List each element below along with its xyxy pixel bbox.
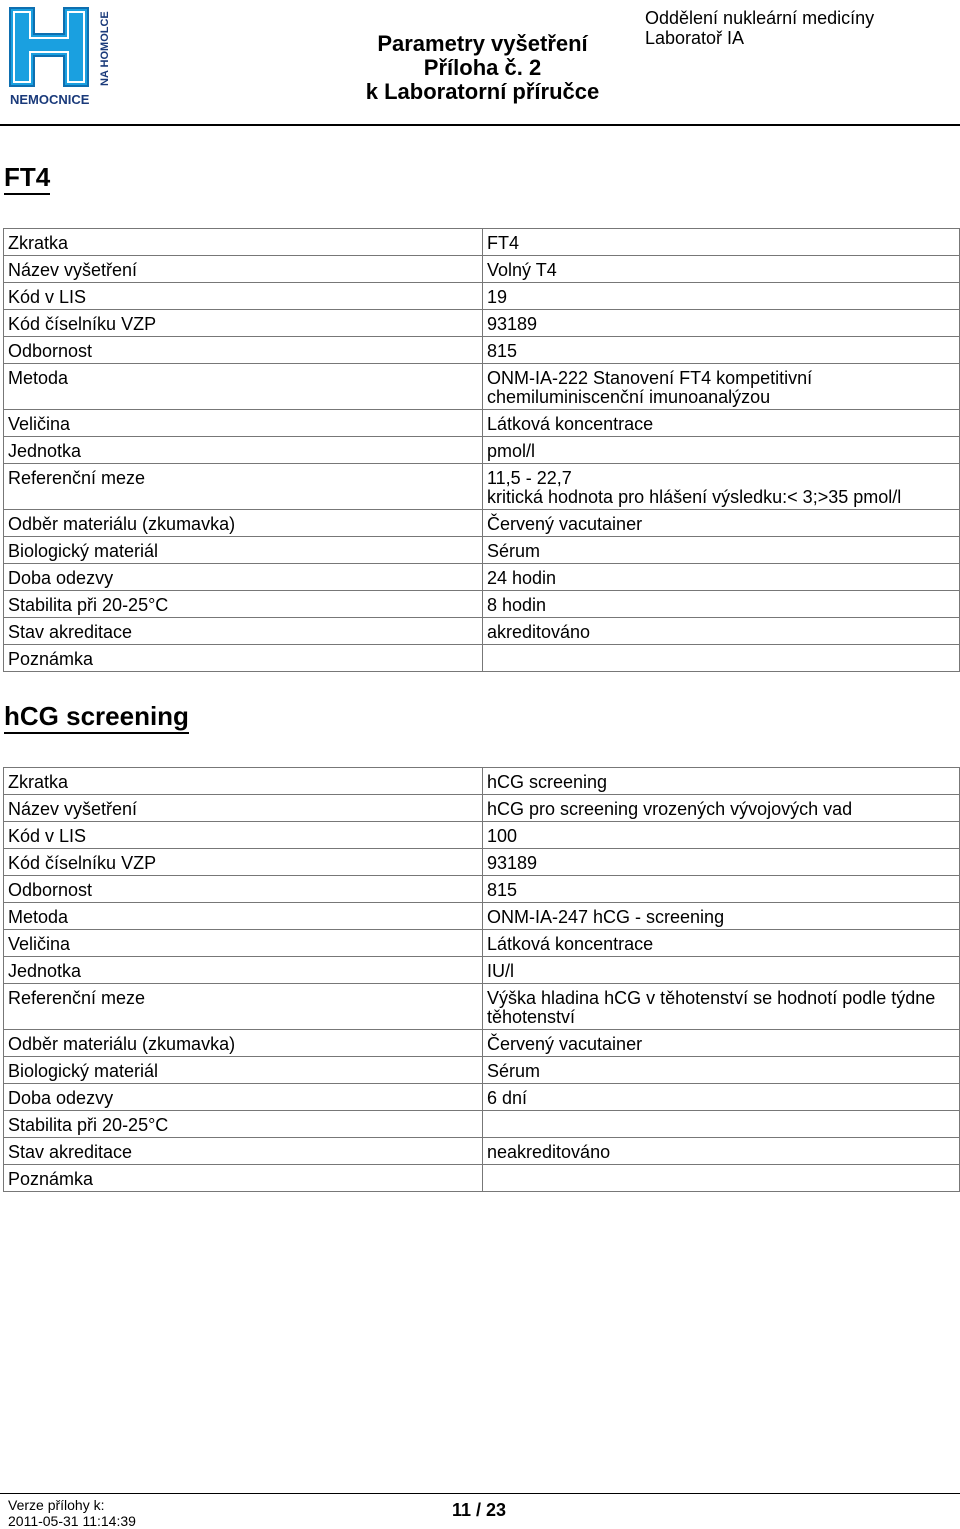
parameters-table-ft4 xyxy=(3,228,960,672)
row-label: Metoda xyxy=(4,364,483,410)
table-row xyxy=(4,1138,960,1165)
row-value: 19 xyxy=(483,283,960,310)
row-value: 24 hodin xyxy=(483,564,960,591)
table-row xyxy=(4,410,960,437)
row-label: Veličina xyxy=(4,930,483,957)
row-label: Kód číselníku VZP xyxy=(4,849,483,876)
row-value: neakreditováno xyxy=(483,1138,960,1165)
table-row xyxy=(4,645,960,672)
section-title-hcg-screening: hCG screening xyxy=(4,701,189,734)
row-value: pmol/l xyxy=(483,437,960,464)
row-label: Odbornost xyxy=(4,337,483,364)
table-row xyxy=(4,310,960,337)
logo-h-mark xyxy=(10,8,88,86)
section-title-ft4: FT4 xyxy=(4,162,50,195)
row-label: Stabilita při 20-25°C xyxy=(4,591,483,618)
row-label: Stabilita při 20-25°C xyxy=(4,1111,483,1138)
table-row xyxy=(4,822,960,849)
table-row xyxy=(4,903,960,930)
logo-text-side: NA HOMOLCE xyxy=(99,11,111,86)
row-value: Červený vacutainer xyxy=(483,1030,960,1057)
row-label: Kód v LIS xyxy=(4,822,483,849)
row-label: Biologický materiál xyxy=(4,537,483,564)
row-label: Zkratka xyxy=(4,229,483,256)
row-label: Název vyšetření xyxy=(4,256,483,283)
row-label: Odběr materiálu (zkumavka) xyxy=(4,1030,483,1057)
page-number xyxy=(452,1500,506,1521)
table-row xyxy=(4,957,960,984)
table-row xyxy=(4,849,960,876)
page-current: 11 xyxy=(452,1500,472,1520)
title-line-3: k Laboratorní příručce xyxy=(365,79,600,104)
row-label: Kód v LIS xyxy=(4,283,483,310)
table-row xyxy=(4,984,960,1030)
reference-range: 11,5 - 22,7 xyxy=(487,468,572,488)
table-row xyxy=(4,1111,960,1138)
table-row xyxy=(4,1057,960,1084)
row-label: Odbornost xyxy=(4,876,483,903)
table-row xyxy=(4,1165,960,1192)
version-label: Verze přílohy k: xyxy=(8,1497,105,1513)
department-name: Oddělení nukleární medicíny xyxy=(645,8,875,28)
row-label: Referenční meze xyxy=(4,464,483,510)
page-total: / 23 xyxy=(476,1500,507,1520)
parameters-table-hcg xyxy=(3,767,960,1192)
row-label: Metoda xyxy=(4,903,483,930)
row-label: Zkratka xyxy=(4,768,483,795)
row-label: Poznámka xyxy=(4,645,483,672)
laboratory-name: Laboratoř IA xyxy=(645,28,745,48)
row-value: 6 dní xyxy=(483,1084,960,1111)
row-value: 100 xyxy=(483,822,960,849)
table-row xyxy=(4,1030,960,1057)
row-value: hCG screening xyxy=(483,768,960,795)
row-value: ONM-IA-222 Stanovení FT4 kompetitivní chemiluminiscenční imunoanalýzou xyxy=(483,364,960,410)
row-value: hCG pro screening vrozených vývojových vad xyxy=(483,795,960,822)
version-date: 2011-05-31 11:14:39 xyxy=(8,1513,136,1529)
row-value xyxy=(483,464,960,510)
header-divider xyxy=(0,124,960,126)
row-value: Látková koncentrace xyxy=(483,930,960,957)
row-label: Jednotka xyxy=(4,437,483,464)
row-label: Veličina xyxy=(4,410,483,437)
table-row xyxy=(4,768,960,795)
row-value: 8 hodin xyxy=(483,591,960,618)
row-value: akreditováno xyxy=(483,618,960,645)
row-label: Doba odezvy xyxy=(4,1084,483,1111)
title-line-2: Příloha č. 2 xyxy=(423,55,542,80)
row-value: IU/l xyxy=(483,957,960,984)
table-row xyxy=(4,564,960,591)
row-value xyxy=(483,1165,960,1192)
document-title xyxy=(330,32,635,104)
row-value: Sérum xyxy=(483,537,960,564)
row-label: Stav akreditace xyxy=(4,1138,483,1165)
row-label: Stav akreditace xyxy=(4,618,483,645)
table-row xyxy=(4,618,960,645)
table-row xyxy=(4,876,960,903)
table-row xyxy=(4,464,960,510)
table-row xyxy=(4,437,960,464)
footer-divider xyxy=(0,1493,960,1494)
row-value xyxy=(483,645,960,672)
row-label: Doba odezvy xyxy=(4,564,483,591)
row-label: Název vyšetření xyxy=(4,795,483,822)
row-label: Poznámka xyxy=(4,1165,483,1192)
row-value: ONM-IA-247 hCG - screening xyxy=(483,903,960,930)
table-row xyxy=(4,1084,960,1111)
row-value: Výška hladina hCG v těhotenství se hodnotí podle týdne těhotenství xyxy=(483,984,960,1030)
table-row xyxy=(4,591,960,618)
row-value: FT4 xyxy=(483,229,960,256)
table-row xyxy=(4,795,960,822)
row-value: 93189 xyxy=(483,849,960,876)
table-row xyxy=(4,930,960,957)
critical-value-note: kritická hodnota pro hlášení výsledku:< 3;>35 pmol/l xyxy=(487,487,902,507)
version-info xyxy=(8,1497,136,1529)
row-label: Referenční meze xyxy=(4,984,483,1030)
row-value xyxy=(483,1111,960,1138)
department-info xyxy=(645,8,874,48)
table-row xyxy=(4,337,960,364)
table-row xyxy=(4,510,960,537)
row-value: Volný T4 xyxy=(483,256,960,283)
row-label: Kód číselníku VZP xyxy=(4,310,483,337)
row-value: Sérum xyxy=(483,1057,960,1084)
table-row xyxy=(4,364,960,410)
row-value: Červený vacutainer xyxy=(483,510,960,537)
row-label: Odběr materiálu (zkumavka) xyxy=(4,510,483,537)
hospital-logo xyxy=(4,2,116,108)
row-label: Jednotka xyxy=(4,957,483,984)
table-row xyxy=(4,283,960,310)
row-value: 815 xyxy=(483,876,960,903)
row-value: 815 xyxy=(483,337,960,364)
title-line-1: Parametry vyšetření xyxy=(377,31,588,56)
row-value: 93189 xyxy=(483,310,960,337)
table-row xyxy=(4,256,960,283)
row-value: Látková koncentrace xyxy=(483,410,960,437)
table-row xyxy=(4,537,960,564)
row-label: Biologický materiál xyxy=(4,1057,483,1084)
logo-text-main: NEMOCNICE xyxy=(10,92,90,107)
table-row xyxy=(4,229,960,256)
